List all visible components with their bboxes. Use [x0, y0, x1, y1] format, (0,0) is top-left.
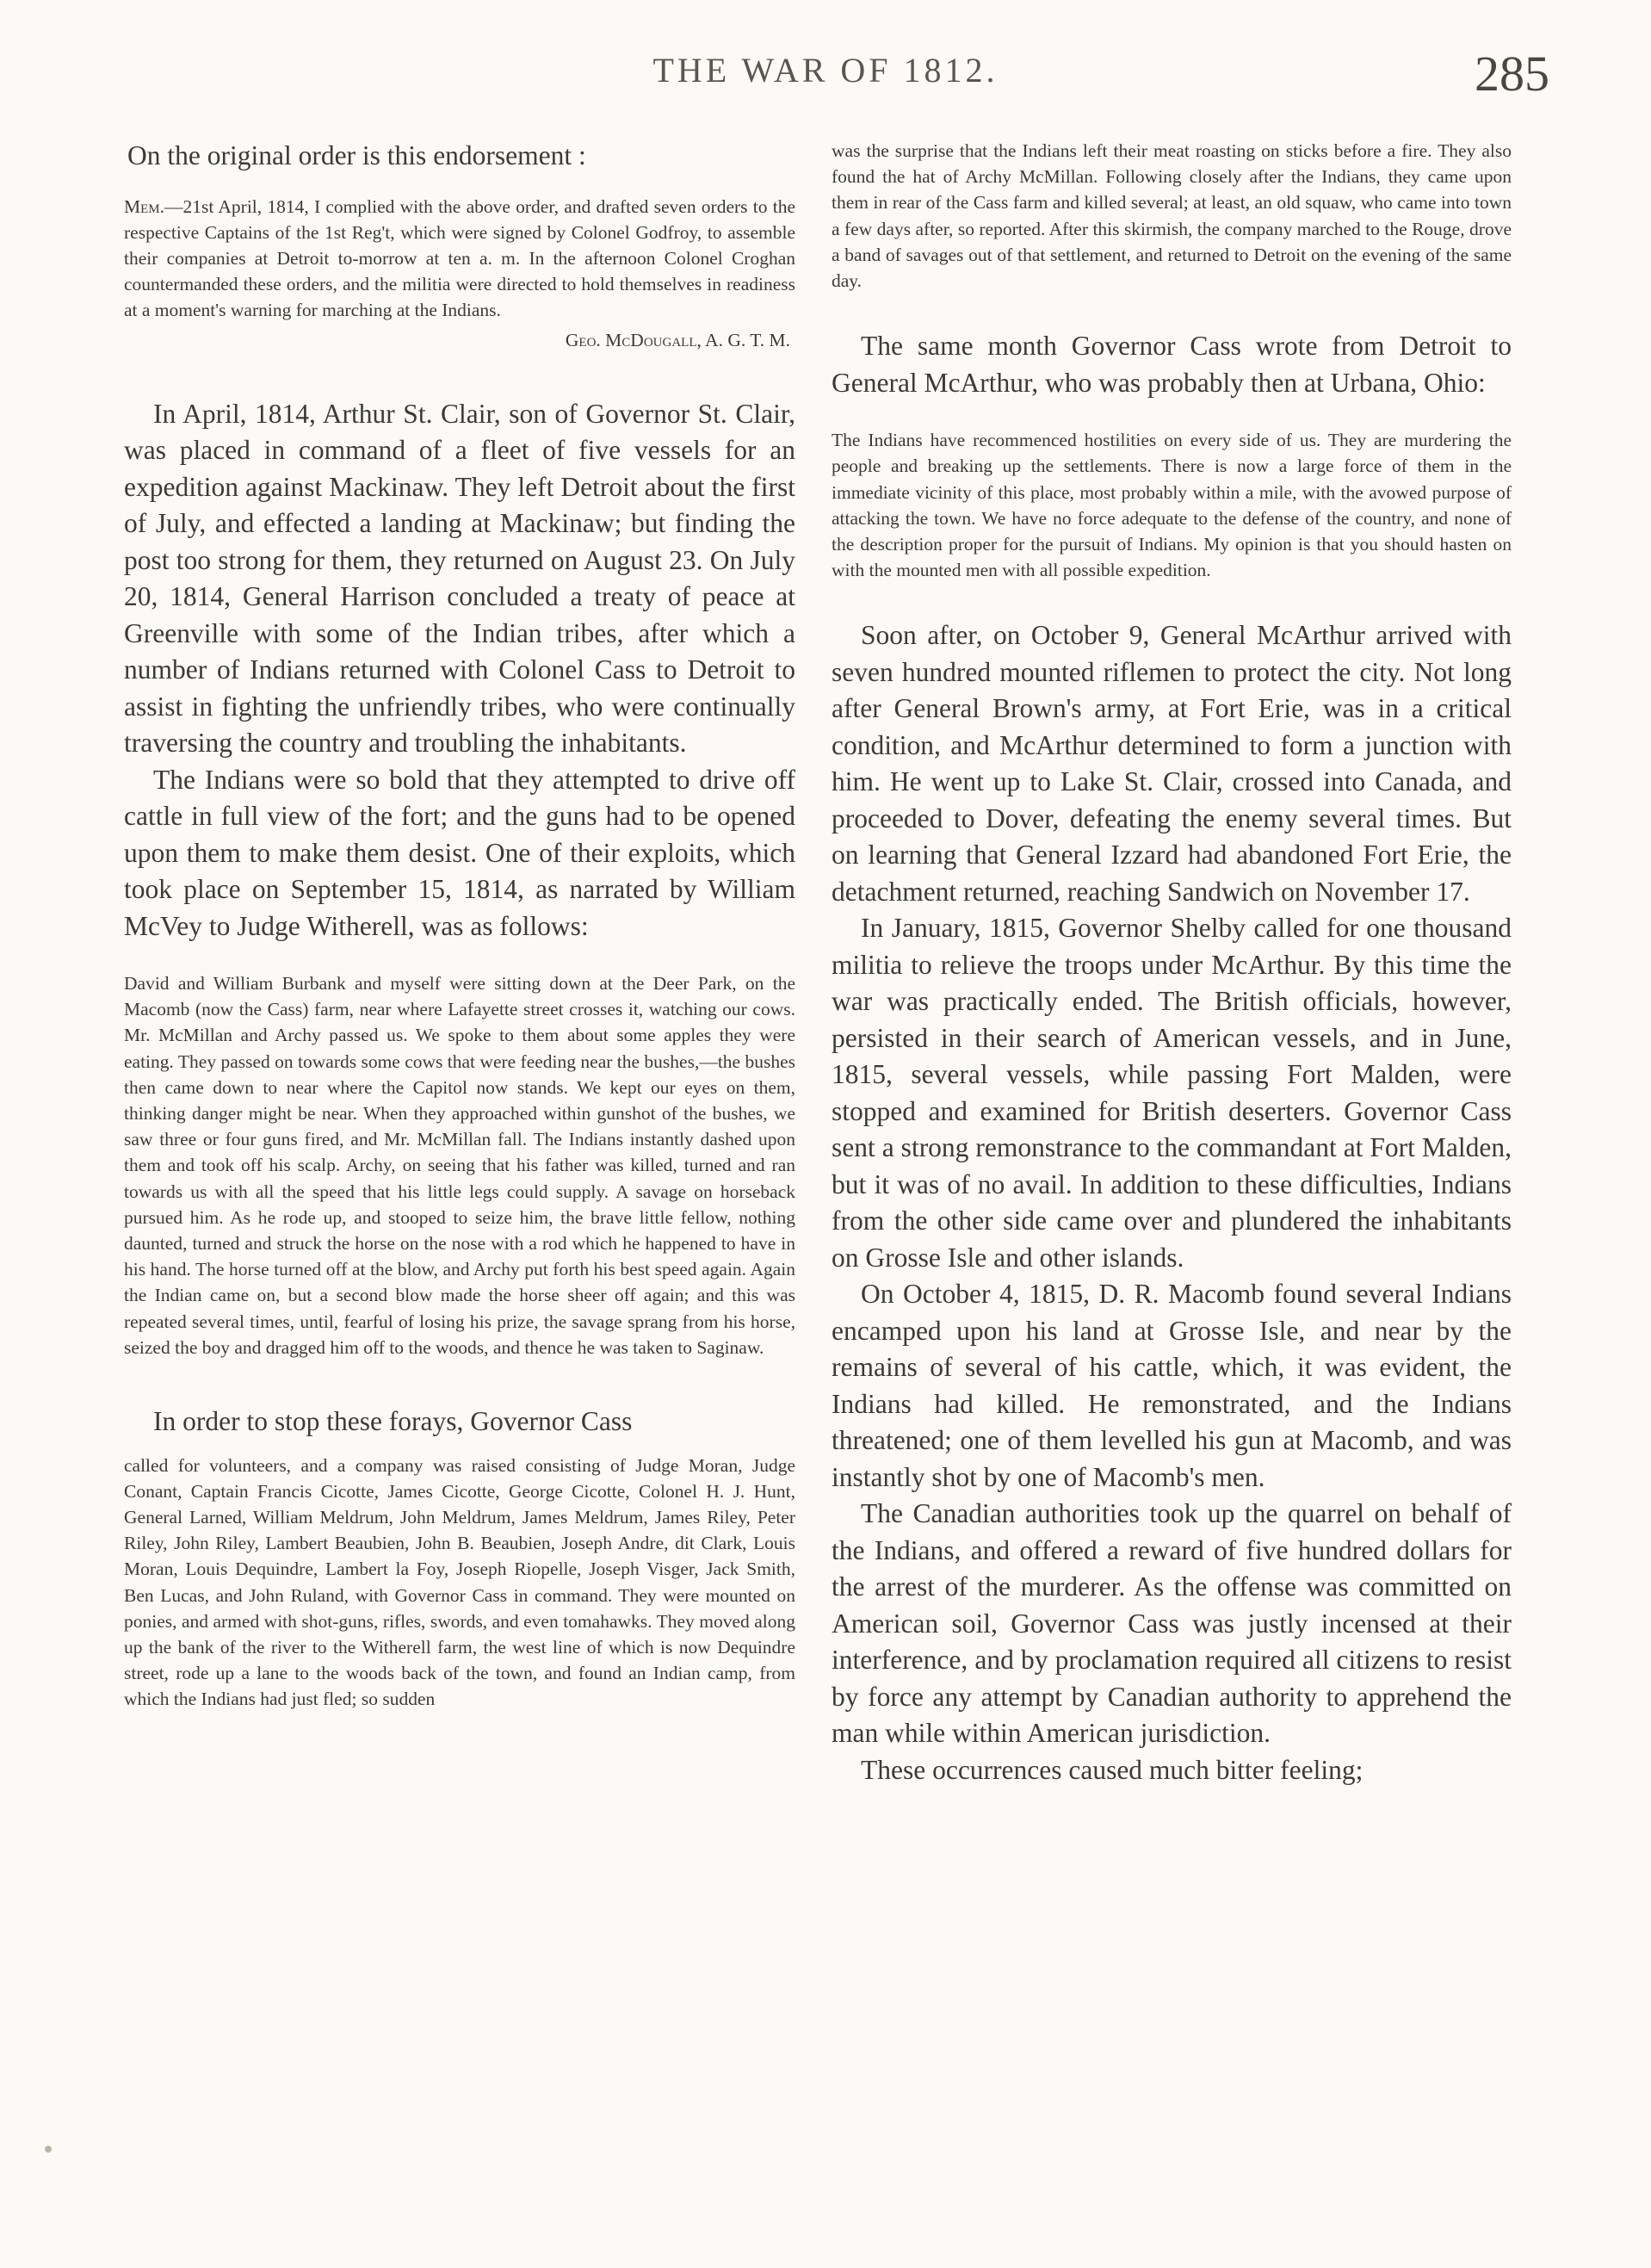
quote-mcvey: David and William Burbank and myself were sitting down at the Deer Park, on the Macomb (now the Cass) farm, near where Lafayette street crosses it, watching our cows. Mr. McMillan and Archy passed us. We spoke to them about some apples they were eating. They passed on towards some cows that were feeding near the bushes,—the bushes then came down to near where the Capitol now stands. We kept our eyes on them, thinking danger might be near. When they approached within gunshot of the bushes, we saw three or four guns fired, and Mr. McMillan fall. The Indians instantly dashed upon them and took off his scalp. Archy, on seeing that his father was killed, turned and ran towards us with all the speed that his little legs could supply. A savage on horseback pursued him. As he rode up, and stooped to seize him, the brave little fellow, nothing daunted, turned and struck the horse on the nose with a rod which he happened to have in his hand. The horse turned off at the blow, and Archy put forth his best speed again. Again the Indian came on, but a second blow made the horse sheer off again; and this was repeated several times, until, fearful of losing his prize, the savage sprang from his horse, seized the boy and dragged him off to the woods, and thence he was taken to Saginaw.: [124, 973, 795, 1358]
paragraph-macomb: On October 4, 1815, D. R. Macomb found several Indians encamped upon his land at Grosse Isle, and near by the remains of several of his cattle, which, it was evident, the Indians had killed. He remonstrated, and the Indians threatened; one of them levelled his gun at Macomb, and was instantly shot by one of Macomb's men.: [832, 1279, 1512, 1492]
continuation-paragraph: was the surprise that the Indians left their meat roasting on sticks before a fire. They also found the hat of Archy McMillan. Following closely after the Indians, they came upon them in rear of the Cass farm and killed several; at least, an old squaw, who came into town a few days after, so reported. After this skirmish, the company marched to the Rouge, drove a band of savages out of that settlement, and returned to Detroit on the evening of the same day.: [832, 140, 1512, 292]
memo-paragraph: [124, 194, 795, 324]
running-head: [0, 46, 1651, 102]
memo-text: —21st April, 1814, I complied with the above order, and drafted seven orders to the respective Captains of the 1st Reg't, which were signed by Colonel Godfroy, to assemble their companies at Detroit to-morrow at ten a. m. In the afternoon Colonel Croghan countermanded these orders, and the militia were directed to hold themselves in readiness at a moment's warning for marching at the Indians.: [124, 195, 795, 321]
paragraph-mcarthur: Soon after, on October 9, General McArthur arrived with seven hundred mounted riflemen to protect the city. Not long after General Brown's army, at Fort Erie, was in a critical condition, and McArthur determined to form a junction with him. He went up to Lake St. Clair, crossed into Canada, and proceeded to Dover, defeating the enemy several times. But on learning that General Izzard had abandoned Fort Erie, the detachment returned, reaching Sandwich on November 17.: [832, 620, 1512, 907]
paragraph-forays-lead: In order to stop these forays, Governor Cass: [153, 1406, 633, 1437]
paragraph-canadian: The Canadian authorities took up the quarrel on behalf of the Indians, and offered a reward of five hundred dollars for the arrest of the murderer. As the offense was committed on American soil, Governor Cass was justly incensed at their interference, and by proclamation required all citizens to resist by force any attempt by Canadian authority to apprehend the man while within American jurisdiction.: [832, 1498, 1512, 1749]
paragraph-shelby: In January, 1815, Governor Shelby called for one thousand militia to relieve the troops under McArthur. By this time the war was practically ended. The British officials, however, persisted in their search of American vessels, and in June, 1815, several vessels, while passing Fort Malden, were stopped and examined for British deserters. Governor Cass sent a strong remonstrance to the commandant at Fort Malden, but it was of no avail. In addition to these difficulties, Indians from the other side came over and plundered the inhabitants on Grosse Isle and other islands.: [832, 913, 1512, 1273]
endorsement-intro: On the original order is this endorsement :: [127, 140, 586, 170]
paragraph-cass-wrote: The same month Governor Cass wrote from Detroit to General McArthur, who was probably then at Urbana, Ohio:: [832, 331, 1512, 398]
left-column: [124, 138, 795, 1713]
paragraph-forays-rest: called for volunteers, and a company was raised consisting of Judge Moran, Judge Conant, Captain Francis Cicotte, James Cicotte, George Cicotte, Colonel H. J. Hunt, General Larned, William Meldrum, John Meldrum, James Meldrum, James Riley, Peter Riley, John Riley, Lambert Beaubien, John B. Beaubien, Joseph Andre, dit Clark, Louis Moran, Louis Dequindre, Lambert la Foy, Joseph Riopelle, Joseph Visger, Jack Smith, Ben Lucas, and John Ruland, with Governor Cass in command. They were mounted on ponies, and armed with shot-guns, rifles, swords, and even tomahawks. They moved along up the bank of the river to the Witherell farm, the west line of which is now Dequindre street, rode up a lane to the woods back of the town, and found an Indian camp, from which the Indians had just fled; so sudden: [124, 1454, 795, 1710]
paragraph-st-clair: In April, 1814, Arthur St. Clair, son of Governor St. Clair, was placed in command of a fleet of five vessels for an expedition against Mackinaw. They left Detroit about the first of July, and effected a landing at Mackinaw; but finding the post too strong for them, they returned on August 23. On July 20, 1814, General Harrison concluded a treaty of peace at Greenville with some of the Indian tribes, after which a number of Indians returned with Colonel Cass to Detroit to assist in fighting the unfriendly tribes, who were continually traversing the country and troubling the inhabitants.: [124, 398, 795, 759]
right-column: [832, 138, 1512, 1788]
margin-speck: [45, 2146, 52, 2153]
memo-signature: Geo. McDougall, A. G. T. M.: [565, 329, 790, 350]
paragraph-occurrences: These occurrences caused much bitter feeling;: [861, 1754, 1363, 1785]
running-title: THE WAR OF 1812.: [652, 51, 999, 90]
memo-label: Mem.: [124, 195, 164, 217]
paragraph-bold-indians: The Indians were so bold that they attempted to drive off cattle in full view of the fort; and the guns had to be opened upon them to make them desist. One of their exploits, which took place on September 15, 1814, as narrated by William McVey to Judge Witherell, was as follows:: [124, 764, 795, 941]
page-number: 285: [1475, 46, 1549, 102]
quote-cass: The Indians have recommenced hostilities on every side of us. They are murdering the people and breaking up the settlements. There is now a large force of them in the immediate vicinity of this place, most probably within a mile, with the avowed purpose of attacking the town. We have no force adequate to the defense of the country, and none of the description proper for the pursuit of Indians. My opinion is that you should hasten on with the mounted men with all possible expedition.: [832, 430, 1512, 581]
